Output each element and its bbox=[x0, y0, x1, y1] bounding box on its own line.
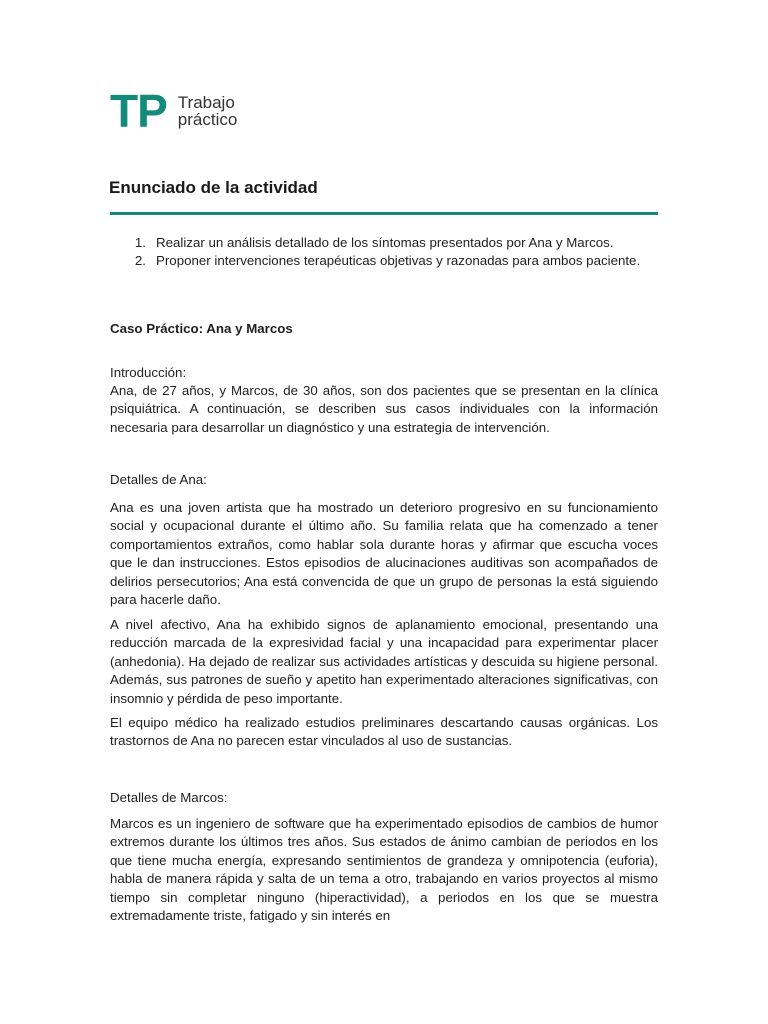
list-item bbox=[110, 252, 658, 270]
intro-paragraph: Ana, de 27 años, y Marcos, de 30 años, son dos pacientes que se presentan en la clínica psiquiátrica. A continuación, se describen sus casos individuales con la información necesaria para desarrollar un diagnóstico y una estrategia de intervención. bbox=[110, 383, 658, 435]
list-item-number: 1. bbox=[134, 235, 146, 250]
tp-logo bbox=[110, 85, 238, 137]
ana-paragraph-1: Ana es una joven artista que ha mostrado un deterioro progresivo en su funcionamiento social y ocupacional durante el último año. Su familia relata que ha comenzado a tener comportamientos extraños, como hablar sola durante horas y afirmar que escucha voces que le dan instrucciones. Estos episodios de alucinaciones auditivas son acompañados de delirios persecutorios; Ana está convencida de que un grupo de personas la está siguiendo para hacerle daño. bbox=[110, 500, 658, 608]
list-item bbox=[110, 234, 658, 252]
list-item-text: Proponer intervenciones terapéuticas objetivas y razonadas para ambos paciente. bbox=[156, 253, 641, 269]
list-item-text: Realizar un análisis detallado de los síntomas presentados por Ana y Marcos. bbox=[156, 235, 614, 250]
task-list bbox=[110, 234, 658, 271]
intro-label: Introducción: bbox=[110, 365, 187, 380]
section-heading: Enunciado de la actividad bbox=[109, 178, 318, 197]
logo-text-line2: práctico bbox=[177, 110, 238, 129]
marcos-details-label: Detalles de Marcos: bbox=[110, 790, 228, 805]
marcos-paragraph-1: Marcos es un ingeniero de software que ha experimentado episodios de cambios de humor extremos durante los últimos tres años. Sus estados de ánimo cambian de periodos en los que tiene mucha energía, expresando sentimientos de grandeza y omnipotencia (euforia), habla de manera rápida y salta de un tema a otro, trabajando en varios proyectos al mismo tiempo sin completar ninguno (hiperactividad), a periodos en los que se muestra extremadamente triste, fatigado y sin interés en bbox=[110, 816, 658, 924]
logo-mark: TP bbox=[110, 85, 167, 137]
heading-divider bbox=[110, 212, 658, 215]
logo-text-line1: Trabajo bbox=[177, 93, 235, 112]
ana-paragraph-3: El equipo médico ha realizado estudios preliminares descartando causas orgánicas. Los trastornos de Ana no parecen estar vinculados al uso de sustancias. bbox=[110, 715, 658, 749]
ana-paragraph-2: A nivel afectivo, Ana ha exhibido signos de aplanamiento emocional, presentando una reducción marcada de la expresividad facial y una incapacidad para experimentar placer (anhedonia). Ha dejado de realizar sus actividades artísticas y descuida su higiene personal. Además, sus patrones de sueño y apetito han experimentado alteraciones significativas, con insomnio y pérdida de peso importante. bbox=[110, 617, 658, 706]
list-item-number: 2. bbox=[134, 253, 146, 269]
logo-text bbox=[178, 94, 238, 128]
ana-details-label: Detalles de Ana: bbox=[110, 472, 207, 487]
case-title: Caso Práctico: Ana y Marcos bbox=[110, 321, 293, 336]
